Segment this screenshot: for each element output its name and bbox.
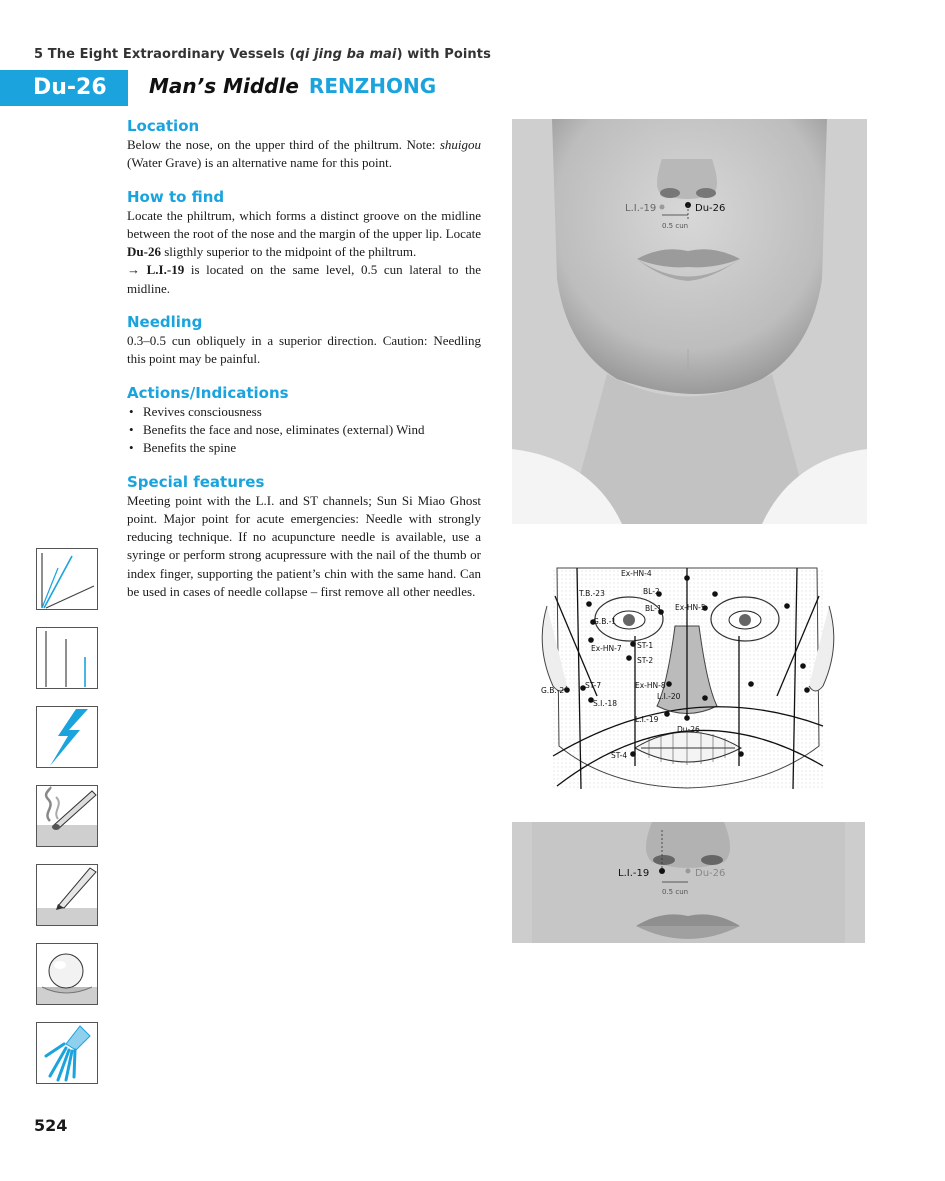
english-name: Man’s Middle [149,74,299,98]
du26-label-bottom: Du-26 [695,868,726,879]
how-to-find-text1: Locate the philtrum, which forms a distinct groove on the midline between the root of the nose and the margin of the upper lip. Locate [127,207,481,241]
arrow-icon: → [127,262,140,278]
chapter-header [34,47,491,62]
label-tb-23: T.B.-23 [579,589,605,598]
lightning-icon [36,706,98,768]
list-item: • Benefits the face and nose, eliminates (external) Wind [127,421,481,439]
location-alt-name: shuigou [439,137,481,152]
label-ex-hn-4: Ex-HN-4 [621,569,652,578]
needling-heading: Needling [127,313,203,332]
list-item: • Revives consciousness [127,403,481,421]
how-to-find-bold2: L.I.-19 [146,262,185,278]
actions-section [127,383,481,458]
label-bl-1: BL-1 [645,604,662,613]
location-text [127,136,481,173]
label-li-20: L.I.-20 [657,692,681,701]
location-line1: Below the nose, on the upper third of the philtrum. Note: [127,137,436,152]
how-to-find-heading: How to find [127,187,225,206]
location-line2: (Water Grave) is an alternative name for this point. [127,155,392,171]
label-st-1: ST-1 [637,641,654,650]
how-to-find-text3: is located on the same level, 0.5 cun lateral to the midline. [127,262,481,296]
point-title [149,74,436,98]
du26-point-marker-bottom [686,869,691,874]
actions-heading: Actions/Indications [127,383,289,402]
label-ex-hn-8: Ex-HN-8 [635,681,666,690]
special-text: Meeting point with the L.I. and ST channels; Sun Si Miao Ghost point. Major point for acute emergencies: Needle with strongly reducing technique. If no acupuncture needle is available, use a syringe or perform strong acupressure with the nail of the thumb or index finger, supporting the patient’s chin with the same hand. Can be used in cases of needle collapse – first remove all other needles. [127,492,481,600]
list-item: • Benefits the spine [127,439,481,457]
actions-list [127,403,481,458]
how-to-find-text2: sligthly superior to the midpoint of the philtrum. [160,244,417,260]
label-gb-2: G.B.-2 [541,686,565,695]
point-code: Du-26 [33,75,107,100]
text-column [127,116,481,615]
how-to-find-text [127,207,481,298]
special-section [127,472,481,602]
needling-section [127,312,481,369]
chapter-suffix: ) with Points [396,47,491,62]
point-code-tab [0,70,128,106]
label-ex-hn-5: Ex-HN-5 [675,603,706,612]
distance-label-top: 0.5 cun [662,222,689,230]
needle-depth-icon [36,627,98,689]
face-diagram [537,566,841,789]
needling-text: 0.3–0.5 cun obliquely in a superior direction. Caution: Needling this point may be painful. [127,333,481,367]
du26-label-top: Du-26 [695,203,726,214]
hand-skeleton-icon [36,1022,98,1084]
label-bl-2: BL-2 [643,587,660,596]
location-heading: Location [127,117,200,135]
li19-point-marker [660,205,665,210]
acupressure-ball-icon [36,943,98,1005]
chapter-italic: qi jing ba mai [295,47,397,62]
face-photo-top [512,119,867,524]
pinyin-name: RENZHONG [308,74,437,98]
label-st-4: ST-4 [611,751,628,760]
press-needle-icon [36,864,98,926]
location-section [127,116,481,173]
label-st-2: ST-2 [637,656,654,665]
label-gb-1: G.B.-1 [593,617,617,626]
how-to-find-bold1: Du-26 [127,244,161,260]
moxibustion-icon [36,785,98,847]
face-photo-bottom [512,822,865,943]
label-si-18: S.I.-18 [593,699,617,708]
page-number: 524 [34,1116,68,1135]
label-ex-hn-7: Ex-HN-7 [591,644,622,653]
needle-angle-icon [36,548,98,610]
label-st-7: ST-7 [585,681,602,690]
chapter-prefix: 5 The Eight Extraordinary Vessels ( [34,47,296,62]
how-to-find-section [127,187,481,298]
li19-label-bottom: L.I.-19 [618,868,650,879]
special-heading: Special features [127,472,265,491]
li19-point-marker-bottom [659,868,665,874]
li19-label-top: L.I.-19 [625,203,657,214]
distance-label-bottom: 0.5 cun [662,888,689,896]
label-du-26: Du-26 [677,725,700,734]
label-li-19: L.I.-19 [635,715,659,724]
